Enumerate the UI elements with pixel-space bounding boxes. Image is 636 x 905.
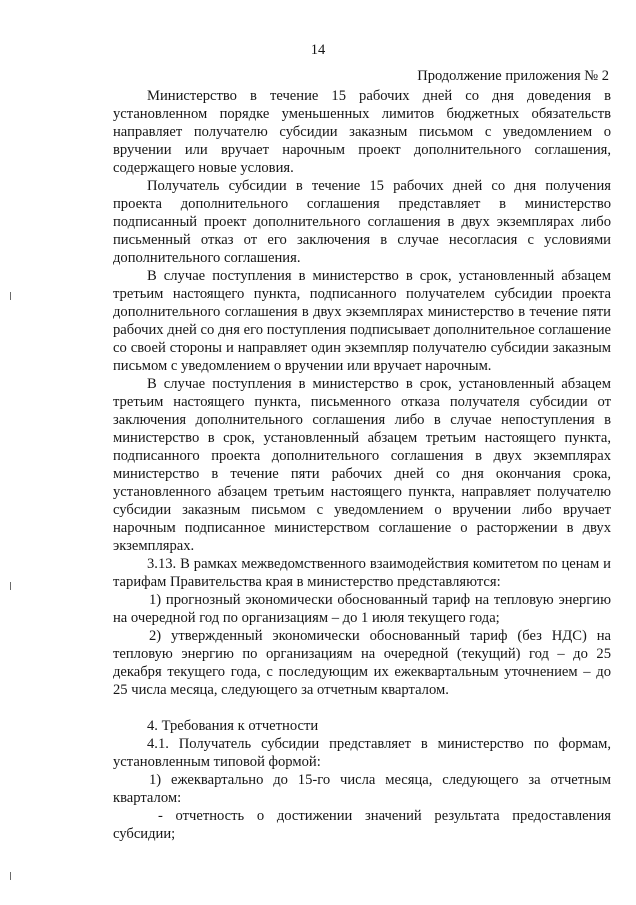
paragraph-ministry-sends-draft: Министерство в течение 15 рабочих дней со дня доведения в установленном порядке уменьшенных лимитов бюджетных обязательств направляет получателю субсидии заказным письмом с уведомлением о вручении или вручает нарочным проект дополнительного соглашения, содержащего новые условия. [113,88,611,176]
margin-mark [10,872,11,880]
blank-line [113,699,611,717]
appendix-continuation-label: Продолжение приложения № 2 [417,68,609,84]
document-body [113,87,611,843]
paragraph-clause-4-1: 4.1. Получатель субсидии представляет в министерство по формам, установленным типовой формой: [113,736,611,770]
page-number: 14 [310,42,326,58]
paragraph-refusal-received: В случае поступления в министерство в срок, установленный абзацем третьим настоящего пункта, письменного отказа получателя субсидии от заключения дополнительного соглашения либо в случае непоступления в министерство в срок, установленный абзацем третьим настоящего пункта, подписанного проекта дополнительного соглашения в двух экземплярах министерство в течение пяти рабочих дней со дня окончания срока, установленного абзацем третьим настоящего пункта, направляет получателю субсидии заказным письмом с уведомлением о вручении либо вручает нарочным подписанное министерством соглашение о расторжении в двух экземплярах. [113,376,611,554]
margin-mark [10,582,11,590]
paragraph-clause-3-13: 3.13. В рамках межведомственного взаимодействия комитетом по ценам и тарифам Правительства края в министерство представляются: [113,556,611,590]
list-item-forecast-tariff: 1) прогнозный экономически обоснованный тариф на тепловую энергию на очередной год по организациям – до 1 июля текущего года; [113,592,611,626]
paragraph-signed-draft-received: В случае поступления в министерство в срок, установленный абзацем третьим настоящего пункта, подписанного получателем субсидии проекта дополнительного соглашения в двух экземплярах министерство в течение пяти рабочих дней со дня его поступления подписывает дополнительное соглашение со своей стороны и направляет один экземпляр получателю субсидии заказным письмом с уведомлением о вручении или вручает нарочным. [113,268,611,374]
list-item-approved-tariff: 2) утвержденный экономически обоснованный тариф (без НДС) на тепловую энергию по организациям на очередной (текущий) год – до 25 декабря текущего года, с последующим их ежеквартальным уточнением – до 25 числа месяца, следующего за отчетным кварталом. [113,628,611,698]
section-heading-reporting: 4. Требования к отчетности [147,718,319,734]
list-item-result-reporting: - отчетность о достижении значений результата предоставления субсидии; [113,808,611,842]
list-item-quarterly: 1) ежеквартально до 15-го числа месяца, следующего за отчетным кварталом: [113,772,611,806]
paragraph-recipient-response: Получатель субсидии в течение 15 рабочих дней со дня получения проекта дополнительного соглашения представляет в министерство подписанный проект дополнительного соглашения в двух экземплярах либо письменный отказ от его заключения в случае несогласия с условиями дополнительного соглашения. [113,178,611,266]
margin-mark [10,292,11,300]
